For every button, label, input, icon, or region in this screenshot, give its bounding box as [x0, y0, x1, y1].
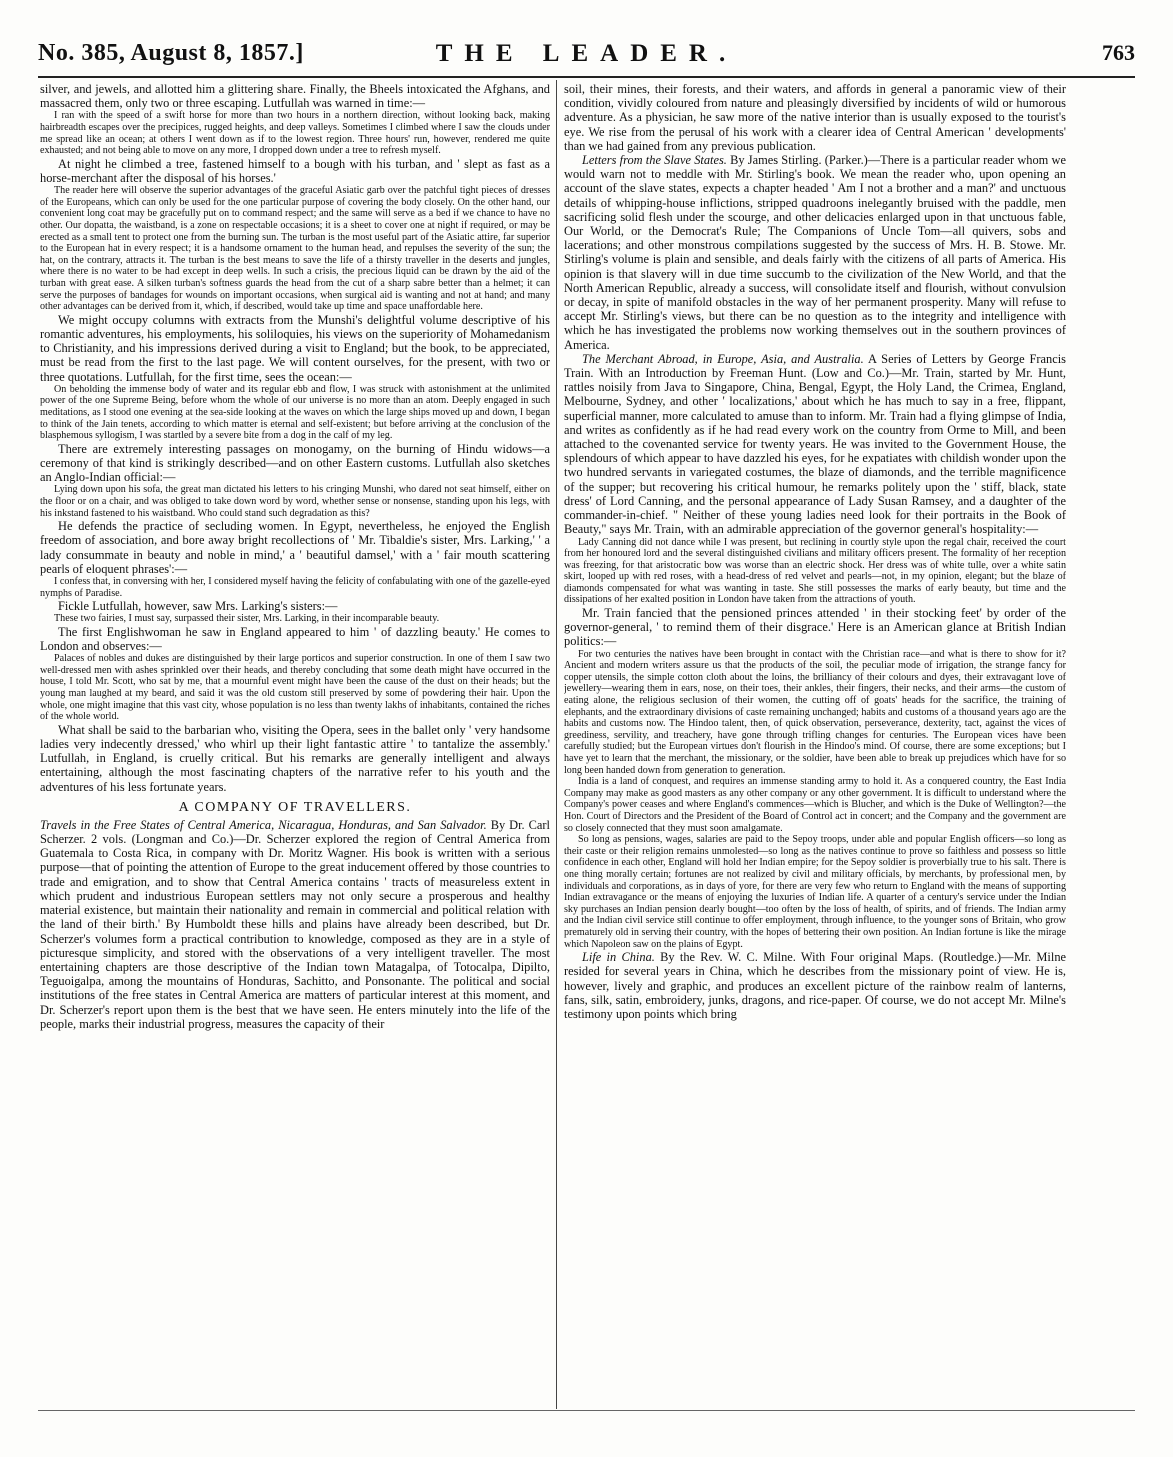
book-title: Letters from the Slave States.	[582, 153, 727, 168]
review-text: By James Stirling. (Parker.)—There is a particular reader whom we would warn not to meddle with Mr. Stirling's book. We mean the reader who, upon opening an account of the slave states, expects a chapter headed ' Am I not a brother and a man?' and unctuous details of whipping-house inflictions, stripped quadroons inelegantly bruised with the paddle, men sacrificing solid flesh under the scourge, and other delicacies enlarged upon in that unctuous fable, Our World, or the Democrat's Rule; The Companions of Uncle Tom—all quivers, sobs and lacerations; and other monstrous compilations suggested by the success of Mrs. H. B. Stowe. Mr. Stirling's volume is plain and sensible, and deals fairly with the citizens of all parts of America. His opinion is that slavery will in due time succumb to the civilization of the New World, and that the North American Republic, already a success, will consolidate itself and flourish, without convulsion or decay, in spite of manifold obstacles in the way of her permanent prosperity. Many will refuse to accept Mr. Stirling's views, but there can be no question as to the integrity and intelligence with which he has investigated the problems now working themselves out in the southern provinces of America.	[564, 153, 1066, 352]
block-quote: Palaces of nobles and dukes are distinguished by their large porticos and superior construction. In one of them I saw two well-dressed men with ashes sprinkled over their heads, and thereby concluding that some death might have occurred in the house, I told Mr. Scott, who sat by me, that a mournful event might have been the cause of the dust on their heads; but the young man laughed at my beard, and said it was the old custom still preserved by some of powdering their hair. Upon the whole, one might imagine that this vast city, whose population is no less than twenty lakhs of inhabitants, contained the riches of the whole world.	[40, 653, 550, 723]
issue-info: No. 385, August 8, 1857.]	[38, 40, 304, 66]
body-paragraph: Fickle Lutfullah, however, saw Mrs. Larking's sisters:—	[58, 599, 338, 614]
body-paragraph: At night he climbed a tree, fastened himself to a bough with his turban, and ' slept as fast as a horse-merchant after the disposal of his horses.'	[40, 156, 550, 185]
footer-rule	[38, 1410, 1135, 1411]
body-paragraph: soil, their mines, their forests, and their waters, and affords in general a panoramic view of their condition, vividly coloured from nature and pleasingly diversified by incidents of wild or humorous adventure. As a physician, he saw more of the native interior than is usually exposed to the tourist's eye. We rise from the perusal of his work with a clearer idea of Central American ' developments' than we had gained from any previous publication.	[564, 82, 1066, 153]
review-paragraph	[564, 950, 1066, 1021]
book-title: Travels in the Free States of Central America, Nicaragua, Honduras, and San Salvador.	[40, 817, 487, 832]
review-paragraph	[564, 153, 1066, 352]
body-paragraph: silver, and jewels, and allotted him a glittering share. Finally, the Bheels intoxicated the Afghans, and massacred them, only two or three escaping. Lutfullah was warned in time:—	[40, 82, 550, 111]
block-quote: On beholding the immense body of water and its regular ebb and flow, I was struck with astonishment at the unlimited power of the one Supreme Being, before whom the whole of our universe is no more than an atom. Deeply engaged in such meditations, as I stood one evening at the sea-side looking at the waves on which the large ships moved up and down, I began to think of the Jain tenets, according to which matter is eternal and self-existent; but before arriving at the conclusion of the blasphemous syllogism, I was startled by a severe bite from a dog in the calf of my leg.	[40, 383, 550, 442]
header-rule	[38, 76, 1135, 78]
column-divider	[556, 80, 557, 1409]
newspaper-title: THE LEADER.	[435, 40, 738, 67]
body-paragraph: He defends the practice of secluding women. In Egypt, nevertheless, he enjoyed the English freedom of association, and bore away bright recollections of ' Mr. Tibaldie's sister, Mrs. Larking,' ' a lady consummate in beauty and noble in mind,' a ' beautiful damsel,' with a ' fair mouth scattering pearls of eloquent phrases':—	[40, 519, 550, 576]
body-paragraph: There are extremely interesting passages on monogamy, on the burning of Hindu widows—a ceremony of that kind is strikingly described—and on other Eastern customs. Lutfullah also sketches an Anglo-Indian official:—	[40, 441, 550, 485]
block-quote: I confess that, in conversing with her, I considered myself having the felicity of confabulating with one of the gazelle-eyed nymphs of Paradise.	[40, 575, 550, 599]
book-title: Life in China.	[582, 950, 655, 965]
block-quote: I ran with the speed of a swift horse for more than two hours in a northern direction, without looking back, making hairbreadth escapes over the precipices, rugged heights, and deep valleys. Sometimes I climbed where I saw the clouds under me spread like an ocean; at others I went down as if to the lowest region. Three hours' run, however, rendered me quite exhausted; and not being able to move on any more, I dropped down under a tree to refresh myself.	[40, 110, 550, 157]
review-text: By the Rev. W. C. Milne. With Four original Maps. (Routledge.)—Mr. Milne resided for several years in China, which he describes from the missionary point of view. He is, however, lively and graphic, and produces an excellent picture of the rainbow realm of lanterns, fans, silk, satin, embroidery, junks, dragons, and rice-paper. Of course, we do not accept Mr. Milne's testimony upon points which bring	[564, 950, 1066, 1021]
review-text: A Series of Letters by George Francis Train. With an Introduction by Freeman Hunt. (Low and Co.)—Mr. Train, started by Mr. Hunt, rattles noisily from Java to Singapore, China, Bengal, Egypt, the Holy Land, the Crimea, England, Melbourne, Sydney, and other ' localizations,' about which he has much to say in a free, flippant, superficial manner, more calculated to amuse than to inform. Mr. Train had a flying glimpse of India, and writes as confidently as if he had read every work on the country from Orme to Mill, and been attached to the covenanted service for twenty years. He was invited to the Government House, the splendours of which appear to have dazzled his eyes, for he expatiates with childish wonder upon the two hundred servants in variegated costumes, the blaze of diamonds, and the terrible magnificence of the supper; but recovering his critical humour, he remarks politely upon the ' stiff, black, state dress' of Lord Canning, and the personal appearance of Lady Susan Ramsey, and a daughter of the commander-in-chief. " Neither of these young ladies need look for their portraits in the Book of Beauty," says Mr. Train, with an admirable appreciation of the governor general's hospitality:—	[564, 351, 1066, 537]
body-paragraph: We might occupy columns with extracts from the Munshi's delightful volume descriptive of his romantic adventures, his employments, his soliloquies, his views on the superiority of Mohamedanism to Christianity, and his impressions derived during a visit to England; but the book, to be appreciated, must be read from the first to the last page. We will content ourselves, for the present, with two or three quotations. Lutfullah, for the first time, sees the ocean:—	[40, 312, 550, 384]
body-paragraph: Mr. Train fancied that the pensioned princes attended ' in their stocking feet' by order of the governor-general, ' to remind them of their disgrace.' Here is an American glance at British Indian politics:—	[564, 606, 1066, 649]
body-paragraph: The first Englishwoman he saw in England appeared to him ' of dazzling beauty.' He comes to London and observes:—	[40, 624, 550, 654]
review-paragraph	[40, 818, 550, 1031]
right-column	[564, 82, 1066, 1407]
book-title: The Merchant Abroad, in Europe, Asia, and Australia.	[582, 351, 864, 366]
section-heading: A COMPANY OF TRAVELLERS.	[178, 799, 412, 815]
block-quote: These two fairies, I must say, surpassed their sister, Mrs. Larking, in their incomparable beauty.	[54, 613, 440, 625]
block-quote: India is a land of conquest, and requires an immense standing army to hold it. As a conquered country, the East India Company may make as good masters as any other company or any other government. It is difficult to understand where the Company's power ceases and where England's commences—which is Blucher, and which is the Duke of Wellington?—the Hon. Court of Directors and the President of the Board of Control act in concert; and the Company and the government are so closely connected that they must soon amalgamate.	[564, 776, 1066, 834]
page-header	[38, 40, 1135, 74]
page-number: 763	[1102, 40, 1135, 65]
body-paragraph: What shall be said to the barbarian who, visiting the Opera, sees in the ballet only ' very handsome ladies very indecently dressed,' who whirl up their light fantastic attire ' to tantalize the assembly.' Lutfullah, in England, is cruelly critical. But his remarks are generally intelligent and always entertaining, although the most fascinating chapters of the narrative refer to his youth and the adventures of his less fortunate years.	[40, 722, 550, 794]
left-column	[40, 82, 550, 1407]
review-paragraph	[564, 352, 1066, 537]
review-text: By Dr. Carl Scherzer. 2 vols. (Longman and Co.)—Dr. Scherzer explored the region of Central America from Guatemala to Costa Rica, in company with Dr. Moritz Wagner. His book is written with a serious purpose—that of pointing the attention of Europe to the great inducement offered by those countries to trade and emigration, and to show that Central America contains ' tracts of measureless extent in which prudent and industrious European settlers may not only secure a prosperous and healthy material existence, but maintain their nationality and remain in commercial and political relation with the land of their birth.' By Humboldt these hills and plains have already been described, but Dr. Scherzer's volumes form a practical contribution to knowledge, composed as they are in a style of picturesque simplicity, and stored with the observations of a very intelligent traveller. The most entertaining chapters are those descriptive of the Indian town Matagalpa, of Totocalpa, Dipilto, Teguoigalpa, among the mountains of Honduras, Sachitto, and Ponsonante. The political and social institutions of the free states in Central America are matters of particular interest at this moment, and Dr. Scherzer's report upon them is the best that we have seen. He enters minutely into the life of the people, marks their industrial progress, measures the capacity of their	[40, 817, 550, 1031]
block-quote: The reader here will observe the superior advantages of the graceful Asiatic garb over the patchful tight pieces of dresses of the Europeans, which can only be used for the one particular purpose of covering the body closely. On the other hand, our convenient long coat may be gracefully put on to command respect; and the same will serve as a bed if we chance to have no other. Our dopatta, the waistband, is a zone on respectable occasions; it is a sheet to cover one at night if required, or may be erected as a small tent to protect one from the burning sun. The turban is the most useful part of the Asiatic attire, far superior to the European hat in every respect; it is a handsome ornament to the human head, and repulses the severity of the sun; the hat, on the contrary, attracts it. The turban is the best means to save the life of a thirsty traveller in the deserts and jungles, where there is no water to be had except in deep wells. In such a crisis, the precious liquid can be drawn by the aid of the turban with great ease. A silken turban's softness guards the head from the cut of a sharp sabre better than a helmet; it can serve the purposes of bandages for wounds on important occasions, when surgical aid is wanting and not at hand; and many other advantages can be derived from it, which, if described, would take up time and space unaffordable here.	[40, 185, 550, 313]
block-quote: Lady Canning did not dance while I was present, but reclining in courtly style upon the regal chair, received the court from her honoured lord and the several distinguished civilians and military officers present. The formality of her reception was freezing, for that aristocratic bow was worse than an electric shock. Her dress was of white tulle, over a white satin skirt, looped up with red roses, with a head-dress of red velvet and pearls—not, in my opinion, elegant; but the blaze of diamonds compensated for what was wanting in taste. She still possesses the marks of early beauty, but time and the dissipations of her exalted position in London have taken from the attractions of youth.	[564, 536, 1066, 606]
block-quote: Lying down upon his sofa, the great man dictated his letters to his cringing Munshi, who dared not seat himself, either on the floor or on a chair, and was obliged to take down word by word, whether sense or nonsense, standing upon his legs, with his inkstand fastened to his waistband. Who could stand such degradation as this?	[40, 484, 550, 519]
block-quote: So long as pensions, wages, salaries are paid to the Sepoy troops, under able and popular English officers—so long as their caste or their religion remains unmolested—so long as the natives continue to prove so faithless and possess so little confidence in each other, England will hold her Indian empire; for the Sepoy soldier is proverbially true to his salt. There is one thing morally certain; fortunes are not realized by civil and military officials, by merchants, by professional men, by individuals and corporations, as in days of yore, for there are very few who return to England with the means of supporting Indian extravagance or the means of enjoying the luxuries of Indian life. A quarter of a century's service under the Indian sky purchases an Indian pension dearly bought—too often by the loss of health, of spirits, and of friends. The Indian army and the Indian civil service still continue to offer employment, through influence, to the younger sons of Britain, who grow prematurely old in serving their country, with the hopes of bettering their own position. An Indian fortune is like the mirage which Napoleon saw on the plains of Egypt.	[564, 834, 1066, 950]
block-quote: For two centuries the natives have been brought in contact with the Christian race—and what is there to show for it? Ancient and modern writers assure us that the products of the soil, the peculiar mode of irrigation, the strange fancy for copper utensils, the simple cotton cloth about the loins, the brilliancy of their colours and dyes, their extravagant love of jewellery—wearing them in ears, nose, on their toes, their ankles, their fingers, their necks, and their arms—the custom of eating alone, the religious seclusion of their women, the cutting off of goats' heads for the sacrifice, the training of elephants, and the extraordinary divisions of caste remaining unchanged; habits and customs of a thousand years ago are the habits and customs now. The Hindoo talent, then, of quick observation, perseverance, dexterity, tact, against the vices of greediness, servility, and treachery, have gone through trifling changes for centuries. The European vices have been carefully studied; but the European virtues don't flourish in the Hindoo's mind. Of course, there are some exceptions; but I have yet to learn that the merchant, the missionary, or the soldier, have been able to break up prejudices which have for so long been handed down from generation to generation.	[564, 648, 1066, 776]
